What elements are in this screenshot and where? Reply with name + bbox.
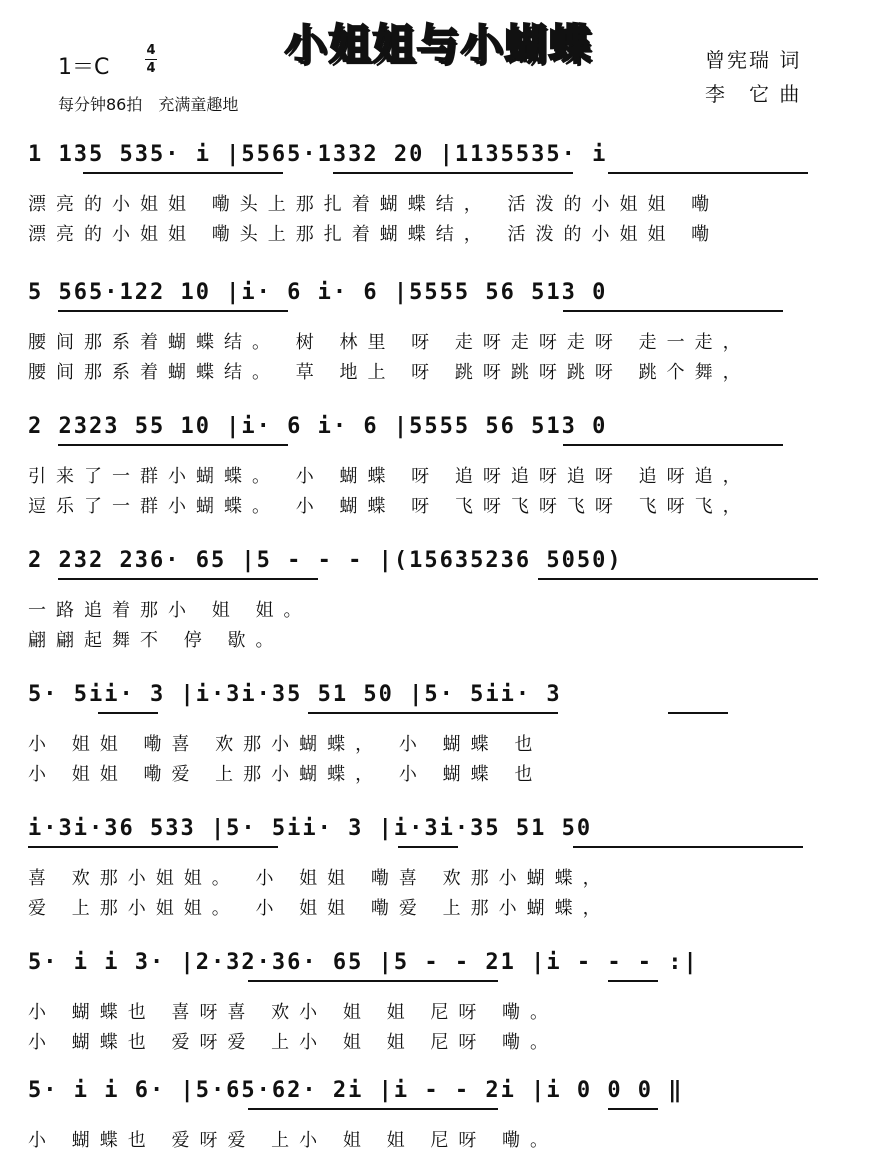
lyric-line-1: 小 姐姐 嘞喜 欢那小蝴蝶， 小 蝴蝶 也 bbox=[28, 734, 543, 755]
lyricist-credit: 曾宪瑞 词 bbox=[705, 48, 802, 72]
beam-line bbox=[668, 712, 728, 714]
meter-bottom: 4 bbox=[146, 61, 156, 76]
lyric-line-1: 引来了一群小蝴蝶。 小 蝴蝶 呀 追呀追呀追呀 追呀追， bbox=[28, 466, 751, 487]
beam-line bbox=[58, 444, 288, 446]
beam-line bbox=[83, 172, 283, 174]
time-signature bbox=[145, 44, 157, 75]
beam-line bbox=[608, 980, 658, 982]
composer-credit: 李 它 曲 bbox=[705, 82, 802, 106]
beam-line bbox=[308, 712, 558, 714]
beam-line bbox=[58, 578, 318, 580]
beam-line bbox=[563, 310, 783, 312]
beam-line bbox=[538, 578, 818, 580]
beam-line bbox=[248, 1108, 498, 1110]
lyric-line-2: 腰间那系着蝴蝶结。 草 地上 呀 跳呀跳呀跳呀 跳个舞， bbox=[28, 362, 751, 383]
lyric-line-2: 翩翩起舞不 停 歇。 bbox=[28, 630, 284, 651]
meter-bar bbox=[145, 59, 157, 60]
lyric-line-1: 小 蝴蝶也 爱呀爱 上小 姐 姐 尼呀 嘞。 bbox=[28, 1130, 559, 1151]
beam-line bbox=[333, 172, 573, 174]
meter-top: 4 bbox=[146, 43, 156, 58]
notation-line: 5 565·122 10 |i· 6 i· 6 |5555 56 513 0 bbox=[28, 280, 608, 305]
notation-line: 5· i i 6· |5·65·62· 2i |i - - 2i |i 0 0 0 ‖ bbox=[28, 1078, 684, 1103]
beam-line bbox=[98, 712, 158, 714]
lyric-line-2: 漂亮的小姐姐 嘞头上那扎着蝴蝶结， 活泼的小姐姐 嘞 bbox=[28, 224, 720, 245]
lyric-line-1: 一路追着那小 姐 姐。 bbox=[28, 600, 312, 621]
lyric-line-1: 漂亮的小姐姐 嘞头上那扎着蝴蝶结， 活泼的小姐姐 嘞 bbox=[28, 194, 720, 215]
notation-line: i·3i·36 533 |5· 5ii· 3 |i·3i·35 51 50 bbox=[28, 816, 593, 841]
beam-line bbox=[248, 980, 498, 982]
lyric-line-2: 小 姐姐 嘞爱 上那小蝴蝶， 小 蝴蝶 也 bbox=[28, 764, 543, 785]
key-signature: 1＝C bbox=[58, 55, 110, 80]
beam-line bbox=[563, 444, 783, 446]
lyric-line-2: 爱 上那小姐姐。 小 姐姐 嘞爱 上那小蝴蝶， bbox=[28, 898, 611, 919]
notation-line: 5· i i 3· |2·32·36· 65 |5 - - 21 |i - - - :| bbox=[28, 950, 699, 975]
song-title: 小姐姐与小蝴蝶 bbox=[284, 20, 593, 69]
notation-line: 2 2323 55 10 |i· 6 i· 6 |5555 56 513 0 bbox=[28, 414, 608, 439]
notation-line: 2 232 236· 65 |5 - - - |(15635236 5050) bbox=[28, 548, 623, 573]
beam-line bbox=[608, 1108, 658, 1110]
beam-line bbox=[398, 846, 458, 848]
lyric-line-1: 喜 欢那小姐姐。 小 姐姐 嘞喜 欢那小蝴蝶， bbox=[28, 868, 611, 889]
lyric-line-2: 小 蝴蝶也 爱呀爱 上小 姐 姐 尼呀 嘞。 bbox=[28, 1032, 559, 1053]
beam-line bbox=[608, 172, 808, 174]
notation-line: 1 135 535· i |5565·1332 20 |1135535· i bbox=[28, 142, 608, 167]
beam-line bbox=[58, 310, 288, 312]
lyric-line-2: 逗乐了一群小蝴蝶。 小 蝴蝶 呀 飞呀飞呀飞呀 飞呀飞， bbox=[28, 496, 751, 517]
lyric-line-1: 腰间那系着蝴蝶结。 树 林里 呀 走呀走呀走呀 走一走， bbox=[28, 332, 751, 353]
beam-line bbox=[28, 846, 278, 848]
tempo-marking: 每分钟86拍 充满童趣地 bbox=[58, 95, 239, 114]
lyric-line-1: 小 蝴蝶也 喜呀喜 欢小 姐 姐 尼呀 嘞。 bbox=[28, 1002, 559, 1023]
beam-line bbox=[573, 846, 803, 848]
notation-line: 5· 5ii· 3 |i·3i·35 51 50 |5· 5ii· 3 bbox=[28, 682, 562, 707]
